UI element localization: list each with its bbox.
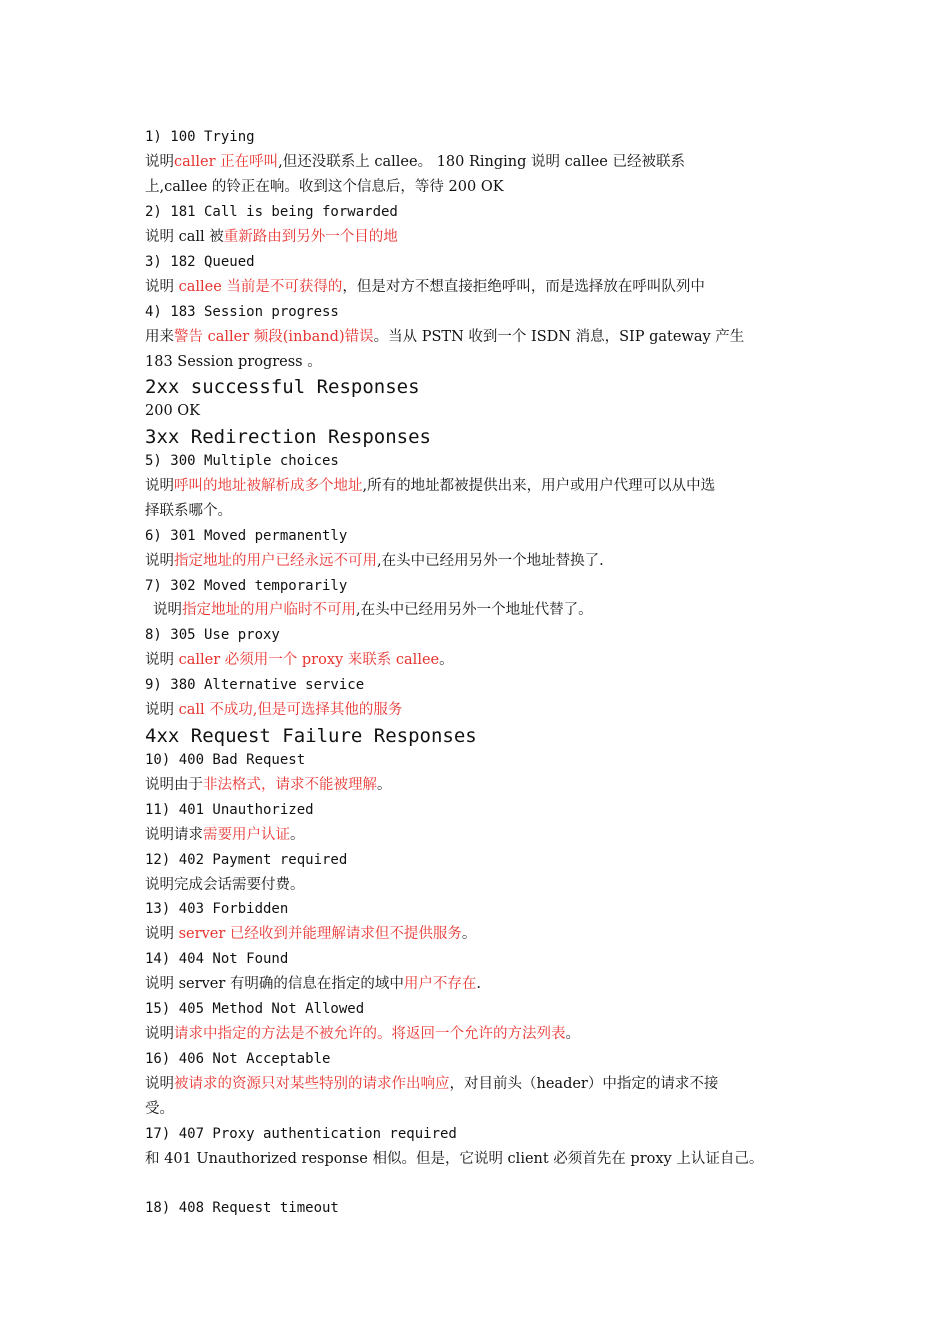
status-code-title [145, 950, 288, 968]
status-code-title [145, 801, 314, 819]
text-run: 10) 400 Bad Request [145, 752, 306, 768]
text-run: 说明 [145, 478, 174, 494]
text-run: 7) 302 Moved temporarily [145, 578, 348, 594]
description-line [145, 228, 398, 246]
text-run: 。 [377, 777, 392, 793]
text-run: 。 [439, 652, 454, 668]
highlighted-text: callee 当前是不可获得的 [178, 279, 343, 295]
text-run: 1) 100 Trying [145, 129, 255, 145]
status-code-title [145, 303, 339, 321]
text-run: 4) 183 Session progress [145, 304, 339, 320]
text-run: 200 OK [145, 403, 201, 419]
section-heading [145, 425, 431, 449]
text-run: 9) 380 Alternative service [145, 677, 365, 693]
text-run: 12) 402 Payment required [145, 852, 348, 868]
section-heading [145, 375, 420, 399]
text-run: 2) 181 Call is being forwarded [145, 204, 398, 220]
text-run: 15) 405 Method Not Allowed [145, 1001, 365, 1017]
text-run: ，对目前头（header）中指定的请求不接 [449, 1076, 719, 1092]
highlighted-text: call 不成功,但是可选择其他的服务 [178, 702, 403, 718]
status-code-title [145, 203, 398, 221]
text-run: 。 [565, 1026, 580, 1042]
status-code-title [145, 1050, 330, 1068]
status-code-title [145, 900, 288, 918]
status-code-title [145, 253, 255, 271]
description-line [145, 975, 481, 993]
text-run: 择联系哪个。 [145, 503, 232, 519]
description-line [145, 1025, 580, 1043]
text-run: 说明 [145, 279, 179, 295]
description-line [145, 328, 744, 346]
status-code-title [145, 128, 255, 146]
description-line [145, 178, 504, 196]
text-run: 说明由于 [145, 777, 203, 793]
status-code-title [145, 851, 347, 869]
text-run: 说明完成会话需要付费。 [145, 877, 305, 893]
highlighted-text: 非法格式，请求不能被理解 [203, 777, 377, 793]
highlighted-text: 指定地址的用户临时不可用 [182, 602, 356, 618]
text-run: 说明 [145, 154, 174, 170]
description-line [145, 477, 715, 495]
status-code-title [145, 1125, 457, 1143]
text-run: ,但还没联系上 callee。 180 Ringing 说明 callee 已经被联系 [278, 154, 685, 170]
highlighted-text: 需要用户认证 [203, 827, 290, 843]
text-run: 183 Session progress 。 [145, 354, 322, 370]
text-run: 5) 300 Multiple choices [145, 453, 339, 469]
status-code-title [145, 1000, 364, 1018]
text-run: 。 [461, 926, 477, 942]
text-run: 受。 [145, 1101, 174, 1117]
text-run: 说明 [145, 702, 179, 718]
highlighted-text: 被请求的资源只对某些特别的请求作出响应 [174, 1076, 450, 1092]
description-line [145, 1150, 763, 1168]
text-run: . [476, 976, 481, 992]
description-line [145, 876, 305, 894]
text-run: 13) 403 Forbidden [145, 901, 289, 917]
description-line [145, 153, 685, 171]
status-code-title [145, 577, 347, 595]
status-code-title [145, 676, 364, 694]
status-code-title [145, 751, 305, 769]
description-line [145, 402, 200, 420]
text-run: 和 401 Unauthorized response 相似。但是，它说明 client 必须首先在 proxy 上认证自己。 [145, 1151, 764, 1167]
description-line [145, 826, 305, 844]
text-run: 说明 [145, 553, 174, 569]
text-run: 说明请求 [145, 827, 203, 843]
status-code-title [145, 527, 347, 545]
text-run: 说明 [145, 926, 179, 942]
status-code-title [145, 626, 280, 644]
highlighted-text: 用户不存在 [403, 976, 477, 992]
text-run: 说明 server 有明确的信息在指定的域中 [145, 976, 404, 992]
description-line [145, 1075, 718, 1093]
section-heading [145, 724, 477, 748]
description-line [145, 353, 322, 371]
description-line [145, 502, 232, 520]
text-run: 17) 407 Proxy authentication required [145, 1126, 457, 1142]
text-run: 。当从 PSTN 收到一个 ISDN 消息，SIP gateway 产生 [373, 329, 745, 345]
highlighted-text: 指定地址的用户已经永远不可用 [174, 553, 377, 569]
text-run: 上,callee 的铃正在响。收到这个信息后，等待 200 OK [145, 179, 504, 195]
description-line [153, 601, 593, 619]
text-run: 4xx Request Failure Responses [145, 725, 477, 747]
text-run: ,所有的地址都被提供出来，用户或用户代理可以从中选 [362, 478, 716, 494]
highlighted-text: caller 必须用一个 proxy 来联系 callee [178, 652, 440, 668]
status-code-title [145, 452, 339, 470]
text-run: 2xx successful Responses [145, 376, 420, 398]
text-run: 3) 182 Queued [145, 254, 255, 270]
text-run: 3xx Redirection Responses [145, 426, 431, 448]
text-run: 18) 408 Request timeout [145, 1200, 339, 1216]
text-run: 说明 call 被 [145, 229, 224, 245]
description-line [145, 278, 705, 296]
highlighted-text: server 已经收到并能理解请求但不提供服务 [178, 926, 462, 942]
status-code-title [145, 1199, 339, 1217]
text-run: 说明 [145, 1076, 174, 1092]
highlighted-text: 请求中指定的方法是不被允许的。将返回一个允许的方法列表 [174, 1026, 566, 1042]
highlighted-text: 警告 caller 频段(inband)错误 [174, 329, 374, 345]
text-run: 8) 305 Use proxy [145, 627, 280, 643]
text-run: 说明 [145, 652, 179, 668]
description-line [145, 925, 476, 943]
highlighted-text: 呼叫的地址被解析成多个地址 [174, 478, 363, 494]
text-run: ，但是对方不想直接拒绝呼叫，而是选择放在呼叫队列中 [342, 279, 705, 295]
text-run: 16) 406 Not Acceptable [145, 1051, 331, 1067]
text-run: 。 [290, 827, 305, 843]
highlighted-text: 重新路由到另外一个目的地 [223, 229, 398, 245]
text-run: 6) 301 Moved permanently [145, 528, 348, 544]
description-line [145, 552, 604, 570]
highlighted-text: caller 正在呼叫 [174, 154, 279, 170]
description-line [145, 701, 402, 719]
text-run: ,在头中已经用另外一个地址替换了. [377, 553, 604, 569]
description-line [145, 1100, 174, 1118]
text-run: 用来 [145, 329, 174, 345]
description-line [145, 776, 392, 794]
description-line [145, 651, 454, 669]
text-run: 11) 401 Unauthorized [145, 802, 314, 818]
text-run: 说明 [145, 1026, 174, 1042]
text-run: 说明 [153, 602, 182, 618]
text-run: ,在头中已经用另外一个地址代替了。 [356, 602, 593, 618]
text-run: 14) 404 Not Found [145, 951, 289, 967]
